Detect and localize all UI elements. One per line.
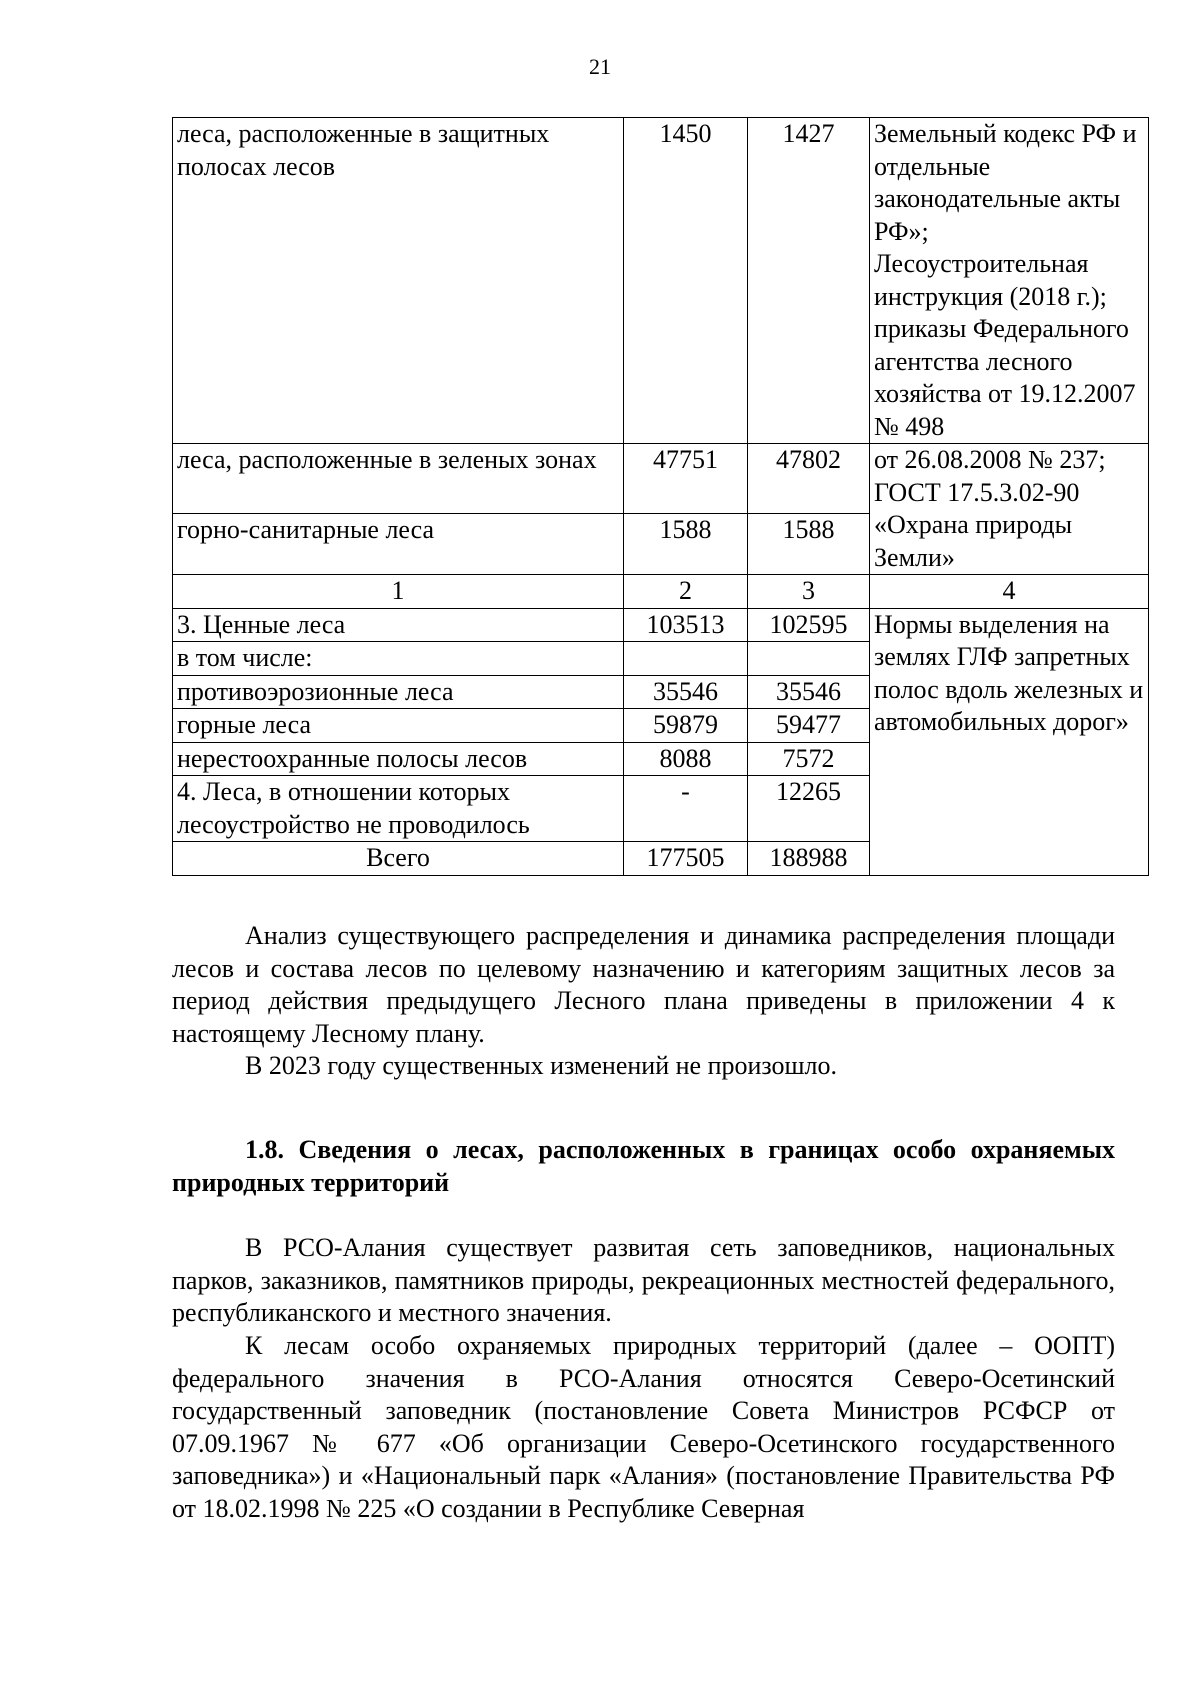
table-header-cell: 2 xyxy=(624,575,748,609)
table-cell-name: горно-санитарные леса xyxy=(173,514,624,575)
table-row xyxy=(173,118,1149,444)
table-total-value: 177505 xyxy=(624,842,748,876)
table-cell-name: леса, расположенные в зеленых зонах xyxy=(173,444,624,514)
table-cell-value: 1588 xyxy=(624,514,748,575)
table-cell-value: 7572 xyxy=(748,742,870,776)
table-cell-value: 1588 xyxy=(748,514,870,575)
section-heading: 1.8. Сведения о лесах, расположенных в границах особо охраняемых природных территорий xyxy=(172,1135,1115,1197)
table-header-cell: 4 xyxy=(870,575,1149,609)
table-cell-value: 8088 xyxy=(624,742,748,776)
paragraph: Анализ существующего распределения и динамика распределения площади лесов и состава лесов по целевому назначению и категориям защитных лесов за период действия предыдущего Лесного плана приведены в приложении 4 к настоящему Лесному плану. xyxy=(172,921,1115,1048)
table-row xyxy=(173,608,1149,642)
paragraph: В 2023 году существенных изменений не произошло. xyxy=(245,1051,838,1080)
table-cell-value: 1427 xyxy=(748,118,870,444)
table-cell-value: 12265 xyxy=(748,776,870,842)
table-cell-name: горные леса xyxy=(173,709,624,743)
table-header-row xyxy=(173,575,1149,609)
table-cell-legal-basis: от 26.08.2008 № 237; ГОСТ 17.5.3.02-90 «Охрана природы Земли» xyxy=(870,444,1149,575)
table-row xyxy=(173,444,1149,514)
table-cell-value: - xyxy=(624,776,748,842)
table-cell-value: 102595 xyxy=(748,608,870,642)
table-cell-value xyxy=(624,642,748,676)
table-cell-value: 59477 xyxy=(748,709,870,743)
table-total-value: 188988 xyxy=(748,842,870,876)
forest-table xyxy=(172,117,1149,876)
table-cell-value: 47802 xyxy=(748,444,870,514)
table-cell-value: 1450 xyxy=(624,118,748,444)
table-cell-value: 35546 xyxy=(748,675,870,709)
table-cell-legal-basis: Земельный кодекс РФ и отдельные законодательные акты РФ»; Лесоустроительная инструкция (2018 г.); приказы Федерального агентства лесного хозяйства от 19.12.2007 № 498 xyxy=(870,118,1149,444)
table-cell-name: 4. Леса, в отношении которых лесоустройство не проводилось xyxy=(173,776,624,842)
table-cell-value: 47751 xyxy=(624,444,748,514)
paragraph: К лесам особо охраняемых природных территорий (далее – ООПТ) федерального значения в РСО-Алания относятся Северо-Осетинский государственный заповедник (постановление Совета Министров РСФСР от 07.09.1967 № 677 «Об организации Северо-Осетинского государственного заповедника») и «Национальный парк «Алания» (постановление Правительства РФ от 18.02.1998 № 225 «О создании в Республике Северная xyxy=(172,1331,1115,1523)
table-cell-value: 59879 xyxy=(624,709,748,743)
table-cell-legal-basis: Нормы выделения на землях ГЛФ запретных полос вдоль железных и автомобильных дорог» xyxy=(870,608,1149,875)
table-cell-name: леса, расположенные в защитных полосах лесов xyxy=(173,118,624,444)
table-cell-name: нерестоохранные полосы лесов xyxy=(173,742,624,776)
table-cell-name: в том числе: xyxy=(173,642,624,676)
table-total-label: Всего xyxy=(173,842,624,876)
paragraph: В РСО-Алания существует развитая сеть заповедников, национальных парков, заказников, памятников природы, рекреационных местностей федерального, республиканского и местного значения. xyxy=(172,1233,1115,1327)
table-cell-value: 35546 xyxy=(624,675,748,709)
table-cell-value: 103513 xyxy=(624,608,748,642)
table-cell-name: 3. Ценные леса xyxy=(173,608,624,642)
table-cell-name: противоэрозионные леса xyxy=(173,675,624,709)
table-cell-value xyxy=(748,642,870,676)
page-number: 21 xyxy=(589,54,611,79)
table-header-cell: 3 xyxy=(748,575,870,609)
table-header-cell: 1 xyxy=(173,575,624,609)
